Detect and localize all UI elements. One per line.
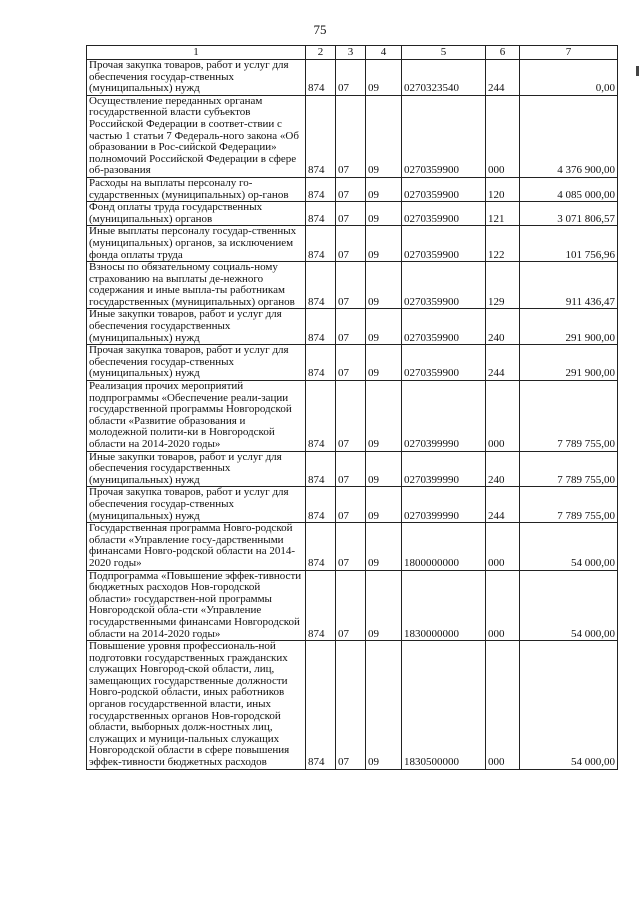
department-code: 874 xyxy=(306,381,336,452)
section-code: 07 xyxy=(336,345,366,381)
expense-name: Расходы на выплаты персоналу го-сударственных (муниципальных) ор-ганов xyxy=(87,177,306,201)
target-article-code: 0270359900 xyxy=(402,177,486,201)
department-code: 874 xyxy=(306,262,336,309)
target-article-code: 0270359900 xyxy=(402,95,486,177)
table-row xyxy=(87,523,618,570)
target-article-code: 0270399990 xyxy=(402,451,486,487)
expense-name: Прочая закупка товаров, работ и услуг для обеспечения государ-ственных (муниципальных) нужд xyxy=(87,487,306,523)
subsection-code: 09 xyxy=(366,345,402,381)
section-code: 07 xyxy=(336,451,366,487)
budget-table xyxy=(86,45,618,770)
subsection-code: 09 xyxy=(366,570,402,641)
expense-type-code: 244 xyxy=(486,60,520,96)
expense-type-code: 000 xyxy=(486,570,520,641)
section-code: 07 xyxy=(336,309,366,345)
header-cell: 1 xyxy=(87,46,306,60)
section-code: 07 xyxy=(336,523,366,570)
section-code: 07 xyxy=(336,177,366,201)
expense-type-code: 000 xyxy=(486,95,520,177)
subsection-code: 09 xyxy=(366,487,402,523)
department-code: 874 xyxy=(306,451,336,487)
header-cell: 6 xyxy=(486,46,520,60)
section-code: 07 xyxy=(336,381,366,452)
section-code: 07 xyxy=(336,570,366,641)
target-article-code: 0270399990 xyxy=(402,487,486,523)
table-row xyxy=(87,177,618,201)
target-article-code: 0270399990 xyxy=(402,381,486,452)
amount: 54 000,00 xyxy=(520,523,618,570)
department-code: 874 xyxy=(306,95,336,177)
target-article-code: 0270359900 xyxy=(402,202,486,226)
header-cell: 2 xyxy=(306,46,336,60)
target-article-code: 1830500000 xyxy=(402,641,486,770)
department-code: 874 xyxy=(306,226,336,262)
amount: 911 436,47 xyxy=(520,262,618,309)
header-cell: 5 xyxy=(402,46,486,60)
expense-name: Государственная программа Новго-родской области «Управление госу-дарственными финансами Новго-родской области на 2014-2020 годы» xyxy=(87,523,306,570)
section-code: 07 xyxy=(336,262,366,309)
department-code: 874 xyxy=(306,487,336,523)
expense-type-code: 122 xyxy=(486,226,520,262)
table-row xyxy=(87,345,618,381)
expense-type-code: 244 xyxy=(486,487,520,523)
amount: 7 789 755,00 xyxy=(520,487,618,523)
expense-type-code: 000 xyxy=(486,523,520,570)
table-row xyxy=(87,309,618,345)
subsection-code: 09 xyxy=(366,226,402,262)
expense-name: Осуществление переданных органам государственной власти субъектов Российской Федерации в соответ-ствии с частью 1 статьи 7 Федераль-ного закона «Об образовании в Рос-сийской Федерации» полномочий Российской Федерации в сфере об-разования xyxy=(87,95,306,177)
expense-name: Иные выплаты персоналу государ-ственных (муниципальных) органов, за исключением фонда оплаты труда xyxy=(87,226,306,262)
target-article-code: 0270359900 xyxy=(402,226,486,262)
header-cell: 7 xyxy=(520,46,618,60)
department-code: 874 xyxy=(306,202,336,226)
target-article-code: 0270359900 xyxy=(402,262,486,309)
expense-type-code: 240 xyxy=(486,309,520,345)
expense-type-code: 121 xyxy=(486,202,520,226)
amount: 4 085 000,00 xyxy=(520,177,618,201)
table-row xyxy=(87,641,618,770)
subsection-code: 09 xyxy=(366,523,402,570)
expense-name: Фонд оплаты труда государственных (муниципальных) органов xyxy=(87,202,306,226)
section-code: 07 xyxy=(336,60,366,96)
table-row xyxy=(87,226,618,262)
expense-type-code: 120 xyxy=(486,177,520,201)
expense-name: Иные закупки товаров, работ и услуг для обеспечения государственных (муниципальных) нужд xyxy=(87,451,306,487)
section-code: 07 xyxy=(336,487,366,523)
expense-type-code: 129 xyxy=(486,262,520,309)
table-row xyxy=(87,381,618,452)
expense-type-code: 244 xyxy=(486,345,520,381)
subsection-code: 09 xyxy=(366,381,402,452)
subsection-code: 09 xyxy=(366,451,402,487)
margin-mark xyxy=(636,66,639,76)
amount: 101 756,96 xyxy=(520,226,618,262)
target-article-code: 0270359900 xyxy=(402,309,486,345)
table-row xyxy=(87,451,618,487)
department-code: 874 xyxy=(306,309,336,345)
expense-name: Реализация прочих мероприятий подпрограммы «Обеспечение реали-зации государственной программы Новгородской области «Развитие образования и молодежной полити-ки в Новгородской области на 2014-2020 годы» xyxy=(87,381,306,452)
table-row xyxy=(87,570,618,641)
target-article-code: 1830000000 xyxy=(402,570,486,641)
department-code: 874 xyxy=(306,641,336,770)
table-row xyxy=(87,262,618,309)
subsection-code: 09 xyxy=(366,177,402,201)
amount: 4 376 900,00 xyxy=(520,95,618,177)
header-cell: 4 xyxy=(366,46,402,60)
section-code: 07 xyxy=(336,226,366,262)
expense-name: Прочая закупка товаров, работ и услуг для обеспечения государ-ственных (муниципальных) нужд xyxy=(87,345,306,381)
amount: 7 789 755,00 xyxy=(520,451,618,487)
amount: 7 789 755,00 xyxy=(520,381,618,452)
expense-name: Иные закупки товаров, работ и услуг для обеспечения государственных (муниципальных) нужд xyxy=(87,309,306,345)
department-code: 874 xyxy=(306,523,336,570)
section-code: 07 xyxy=(336,202,366,226)
table-row xyxy=(87,60,618,96)
amount: 54 000,00 xyxy=(520,570,618,641)
section-code: 07 xyxy=(336,641,366,770)
target-article-code: 1800000000 xyxy=(402,523,486,570)
subsection-code: 09 xyxy=(366,309,402,345)
amount: 3 071 806,57 xyxy=(520,202,618,226)
expense-name: Подпрограмма «Повышение эффек-тивности бюджетных расходов Нов-городской области» государствен-ной программы Новгородской обла-сти «Управление государственными финансами Новгородской области на 2014-2020 годы» xyxy=(87,570,306,641)
target-article-code: 0270359900 xyxy=(402,345,486,381)
header-cell: 3 xyxy=(336,46,366,60)
target-article-code: 0270323540 xyxy=(402,60,486,96)
subsection-code: 09 xyxy=(366,262,402,309)
department-code: 874 xyxy=(306,177,336,201)
expense-name: Повышение уровня профессиональ-ной подготовки государственных гражданских служащих Новгород-ской области, лиц, замещающих государственные должности Новго-родской области, иных работников органов государственной власти, иных государственных органов Нов-городской области, выборных долж-ностных лиц, служащих и муници-пальных служащих Новгородской области в сфере повышения эффек-тивности бюджетных расходов xyxy=(87,641,306,770)
amount: 54 000,00 xyxy=(520,641,618,770)
expense-name: Взносы по обязательному социаль-ному страхованию на выплаты де-нежного содержания и иные выпла-ты работникам государственных (муниципальных) органов xyxy=(87,262,306,309)
amount: 0,00 xyxy=(520,60,618,96)
subsection-code: 09 xyxy=(366,202,402,226)
department-code: 874 xyxy=(306,345,336,381)
expense-type-code: 000 xyxy=(486,381,520,452)
subsection-code: 09 xyxy=(366,641,402,770)
department-code: 874 xyxy=(306,60,336,96)
amount: 291 900,00 xyxy=(520,309,618,345)
section-code: 07 xyxy=(336,95,366,177)
expense-type-code: 240 xyxy=(486,451,520,487)
header-row xyxy=(87,46,618,60)
subsection-code: 09 xyxy=(366,95,402,177)
page-number: 75 xyxy=(313,22,327,37)
table-row xyxy=(87,95,618,177)
table-row xyxy=(87,487,618,523)
table-row xyxy=(87,202,618,226)
subsection-code: 09 xyxy=(366,60,402,96)
expense-name: Прочая закупка товаров, работ и услуг для обеспечения государ-ственных (муниципальных) нужд xyxy=(87,60,306,96)
amount: 291 900,00 xyxy=(520,345,618,381)
table-body xyxy=(87,60,618,770)
expense-type-code: 000 xyxy=(486,641,520,770)
department-code: 874 xyxy=(306,570,336,641)
